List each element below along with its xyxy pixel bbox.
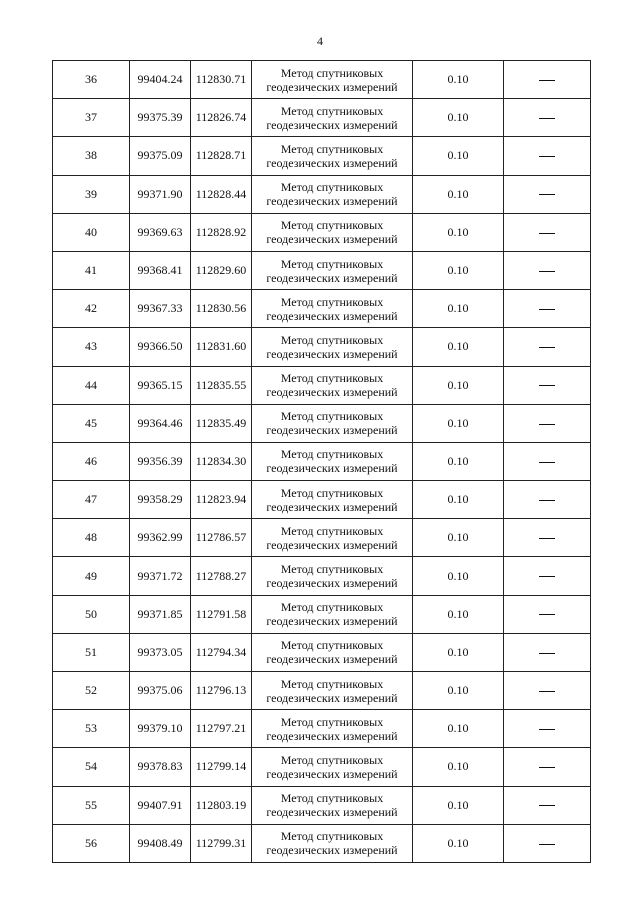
- coordinate-x: 99408.49: [130, 824, 191, 862]
- em-dash-icon: [539, 691, 555, 692]
- table-row: [53, 481, 591, 519]
- method-cell: Метод спутниковых геодезических измерений: [252, 633, 413, 671]
- empty-value-cell: [504, 213, 591, 251]
- accuracy-cell: 0.10: [413, 404, 504, 442]
- coordinate-x: 99373.05: [130, 633, 191, 671]
- table-row: [53, 175, 591, 213]
- method-cell: Метод спутниковых геодезических измерений: [252, 137, 413, 175]
- empty-value-cell: [504, 786, 591, 824]
- table-row: [53, 710, 591, 748]
- em-dash-icon: [539, 271, 555, 272]
- empty-value-cell: [504, 442, 591, 480]
- coordinate-y: 112835.49: [191, 404, 252, 442]
- point-number: 42: [53, 290, 130, 328]
- coordinate-x: 99375.39: [130, 99, 191, 137]
- table-row: [53, 786, 591, 824]
- empty-value-cell: [504, 137, 591, 175]
- coordinate-x: 99371.85: [130, 595, 191, 633]
- accuracy-cell: 0.10: [413, 672, 504, 710]
- table-row: [53, 519, 591, 557]
- coordinate-y: 112786.57: [191, 519, 252, 557]
- accuracy-cell: 0.10: [413, 366, 504, 404]
- table-row: [53, 557, 591, 595]
- method-cell: Метод спутниковых геодезических измерений: [252, 442, 413, 480]
- coordinate-y: 112835.55: [191, 366, 252, 404]
- coordinate-x: 99356.39: [130, 442, 191, 480]
- empty-value-cell: [504, 328, 591, 366]
- empty-value-cell: [504, 404, 591, 442]
- coordinate-x: 99362.99: [130, 519, 191, 557]
- coordinate-x: 99366.50: [130, 328, 191, 366]
- coordinate-x: 99371.72: [130, 557, 191, 595]
- empty-value-cell: [504, 557, 591, 595]
- empty-value-cell: [504, 710, 591, 748]
- point-number: 45: [53, 404, 130, 442]
- em-dash-icon: [539, 805, 555, 806]
- empty-value-cell: [504, 672, 591, 710]
- em-dash-icon: [539, 156, 555, 157]
- em-dash-icon: [539, 118, 555, 119]
- empty-value-cell: [504, 519, 591, 557]
- coordinate-y: 112803.19: [191, 786, 252, 824]
- accuracy-cell: 0.10: [413, 61, 504, 99]
- point-number: 55: [53, 786, 130, 824]
- empty-value-cell: [504, 175, 591, 213]
- method-cell: Метод спутниковых геодезических измерений: [252, 404, 413, 442]
- accuracy-cell: 0.10: [413, 786, 504, 824]
- point-number: 48: [53, 519, 130, 557]
- accuracy-cell: 0.10: [413, 442, 504, 480]
- table-row: [53, 99, 591, 137]
- em-dash-icon: [539, 576, 555, 577]
- em-dash-icon: [539, 233, 555, 234]
- em-dash-icon: [539, 767, 555, 768]
- accuracy-cell: 0.10: [413, 137, 504, 175]
- page-number: 4: [317, 34, 323, 48]
- em-dash-icon: [539, 309, 555, 310]
- em-dash-icon: [539, 424, 555, 425]
- accuracy-cell: 0.10: [413, 290, 504, 328]
- empty-value-cell: [504, 595, 591, 633]
- point-number: 47: [53, 481, 130, 519]
- coordinate-x: 99368.41: [130, 251, 191, 289]
- em-dash-icon: [539, 500, 555, 501]
- em-dash-icon: [539, 614, 555, 615]
- coordinate-x: 99358.29: [130, 481, 191, 519]
- point-number: 38: [53, 137, 130, 175]
- table-row: [53, 366, 591, 404]
- coordinate-x: 99378.83: [130, 748, 191, 786]
- point-number: 53: [53, 710, 130, 748]
- point-number: 56: [53, 824, 130, 862]
- em-dash-icon: [539, 385, 555, 386]
- accuracy-cell: 0.10: [413, 175, 504, 213]
- coordinate-x: 99407.91: [130, 786, 191, 824]
- table-row: [53, 442, 591, 480]
- method-cell: Метод спутниковых геодезических измерений: [252, 748, 413, 786]
- method-cell: Метод спутниковых геодезических измерений: [252, 824, 413, 862]
- coordinate-x: 99379.10: [130, 710, 191, 748]
- point-number: 43: [53, 328, 130, 366]
- method-cell: Метод спутниковых геодезических измерений: [252, 99, 413, 137]
- method-cell: Метод спутниковых геодезических измерений: [252, 61, 413, 99]
- em-dash-icon: [539, 729, 555, 730]
- accuracy-cell: 0.10: [413, 251, 504, 289]
- table-body: [53, 61, 591, 863]
- table-row: [53, 328, 591, 366]
- point-number: 46: [53, 442, 130, 480]
- accuracy-cell: 0.10: [413, 519, 504, 557]
- point-number: 39: [53, 175, 130, 213]
- em-dash-icon: [539, 347, 555, 348]
- empty-value-cell: [504, 99, 591, 137]
- coordinate-y: 112831.60: [191, 328, 252, 366]
- em-dash-icon: [539, 844, 555, 845]
- coordinate-y: 112826.74: [191, 99, 252, 137]
- coordinate-y: 112828.71: [191, 137, 252, 175]
- method-cell: Метод спутниковых геодезических измерений: [252, 366, 413, 404]
- coordinate-x: 99369.63: [130, 213, 191, 251]
- method-cell: Метод спутниковых геодезических измерений: [252, 557, 413, 595]
- empty-value-cell: [504, 748, 591, 786]
- accuracy-cell: 0.10: [413, 557, 504, 595]
- coordinate-y: 112828.92: [191, 213, 252, 251]
- coordinate-x: 99365.15: [130, 366, 191, 404]
- table-row: [53, 61, 591, 99]
- method-cell: Метод спутниковых геодезических измерений: [252, 595, 413, 633]
- accuracy-cell: 0.10: [413, 748, 504, 786]
- coordinate-y: 112828.44: [191, 175, 252, 213]
- empty-value-cell: [504, 290, 591, 328]
- em-dash-icon: [539, 194, 555, 195]
- point-number: 37: [53, 99, 130, 137]
- em-dash-icon: [539, 538, 555, 539]
- coordinate-y: 112791.58: [191, 595, 252, 633]
- accuracy-cell: 0.10: [413, 710, 504, 748]
- table-row: [53, 748, 591, 786]
- empty-value-cell: [504, 633, 591, 671]
- coordinate-y: 112796.13: [191, 672, 252, 710]
- empty-value-cell: [504, 366, 591, 404]
- coordinate-y: 112829.60: [191, 251, 252, 289]
- table-row: [53, 672, 591, 710]
- point-number: 52: [53, 672, 130, 710]
- accuracy-cell: 0.10: [413, 824, 504, 862]
- accuracy-cell: 0.10: [413, 99, 504, 137]
- method-cell: Метод спутниковых геодезических измерений: [252, 251, 413, 289]
- em-dash-icon: [539, 80, 555, 81]
- coordinate-x: 99367.33: [130, 290, 191, 328]
- method-cell: Метод спутниковых геодезических измерений: [252, 672, 413, 710]
- accuracy-cell: 0.10: [413, 213, 504, 251]
- point-number: 51: [53, 633, 130, 671]
- empty-value-cell: [504, 61, 591, 99]
- table-row: [53, 290, 591, 328]
- coordinate-y: 112797.21: [191, 710, 252, 748]
- method-cell: Метод спутниковых геодезических измерений: [252, 175, 413, 213]
- point-number: 54: [53, 748, 130, 786]
- coordinate-y: 112799.31: [191, 824, 252, 862]
- table-row: [53, 404, 591, 442]
- point-number: 40: [53, 213, 130, 251]
- coordinate-y: 112830.71: [191, 61, 252, 99]
- point-number: 50: [53, 595, 130, 633]
- method-cell: Метод спутниковых геодезических измерений: [252, 328, 413, 366]
- coordinate-y: 112830.56: [191, 290, 252, 328]
- accuracy-cell: 0.10: [413, 481, 504, 519]
- method-cell: Метод спутниковых геодезических измерений: [252, 213, 413, 251]
- method-cell: Метод спутниковых геодезических измерений: [252, 710, 413, 748]
- accuracy-cell: 0.10: [413, 633, 504, 671]
- table-row: [53, 251, 591, 289]
- point-number: 41: [53, 251, 130, 289]
- coordinate-y: 112834.30: [191, 442, 252, 480]
- method-cell: Метод спутниковых геодезических измерений: [252, 786, 413, 824]
- table-row: [53, 137, 591, 175]
- coordinate-x: 99371.90: [130, 175, 191, 213]
- table-row: [53, 633, 591, 671]
- coordinate-y: 112823.94: [191, 481, 252, 519]
- coordinate-y: 112799.14: [191, 748, 252, 786]
- method-cell: Метод спутниковых геодезических измерений: [252, 481, 413, 519]
- em-dash-icon: [539, 462, 555, 463]
- empty-value-cell: [504, 481, 591, 519]
- method-cell: Метод спутниковых геодезических измерений: [252, 519, 413, 557]
- coordinate-y: 112794.34: [191, 633, 252, 671]
- table-row: [53, 824, 591, 862]
- point-number: 36: [53, 61, 130, 99]
- table-row: [53, 213, 591, 251]
- coordinate-x: 99404.24: [130, 61, 191, 99]
- method-cell: Метод спутниковых геодезических измерений: [252, 290, 413, 328]
- empty-value-cell: [504, 824, 591, 862]
- point-number: 44: [53, 366, 130, 404]
- empty-value-cell: [504, 251, 591, 289]
- coordinate-y: 112788.27: [191, 557, 252, 595]
- accuracy-cell: 0.10: [413, 328, 504, 366]
- point-number: 49: [53, 557, 130, 595]
- coordinate-x: 99375.06: [130, 672, 191, 710]
- coordinate-x: 99364.46: [130, 404, 191, 442]
- table-row: [53, 595, 591, 633]
- accuracy-cell: 0.10: [413, 595, 504, 633]
- coordinates-table: [52, 60, 591, 863]
- em-dash-icon: [539, 653, 555, 654]
- coordinate-x: 99375.09: [130, 137, 191, 175]
